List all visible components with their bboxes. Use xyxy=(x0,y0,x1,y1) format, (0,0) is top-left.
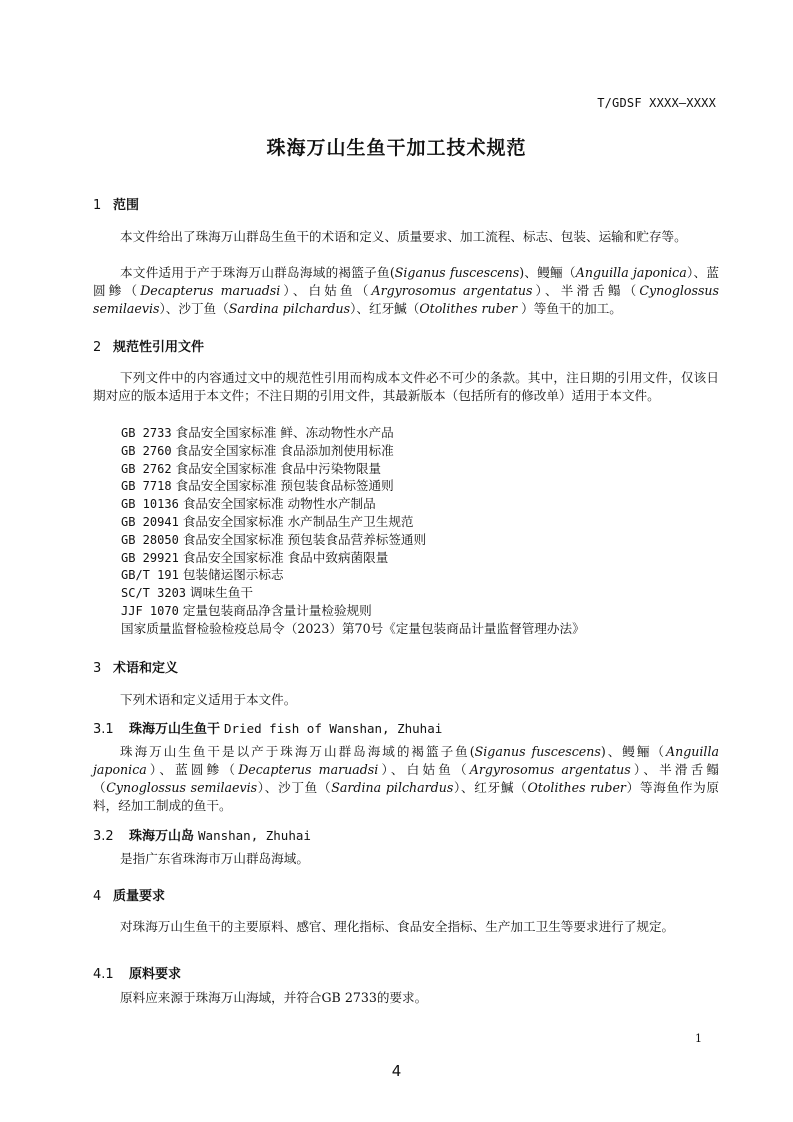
species-name: Siganus fuscescens xyxy=(474,744,601,759)
reference-item: GB 10136 食品安全国家标准 动物性水产制品 xyxy=(121,496,376,512)
species-name: Siganus fuscescens xyxy=(394,265,520,280)
section-number: 1 xyxy=(93,198,102,213)
reference-item: JJF 1070 定量包装商品净含量计量检验规则 xyxy=(121,603,372,618)
term-name: 珠海万山生鱼干 xyxy=(129,722,221,737)
section-title: 质量要求 xyxy=(113,889,166,904)
page-title: 珠海万山生鱼干加工技术规范 xyxy=(266,137,527,159)
species-name: Otolithes ruber xyxy=(527,780,626,795)
species-name: Decapterus maruadsi xyxy=(238,762,379,777)
section-title: 规范性引用文件 xyxy=(113,340,205,355)
section-2-heading xyxy=(93,336,204,355)
term-english: Wanshan, Zhuhai xyxy=(198,828,311,843)
document-number: T/GDSF XXXX—XXXX xyxy=(597,96,716,110)
reference-item: GB 2762 食品安全国家标准 食品中污染物限量 xyxy=(121,460,382,476)
subsection-number: 3.1 xyxy=(93,722,114,737)
species-name: Argyrosomus argentatus xyxy=(469,762,631,777)
species-name: Cynoglossus semilaevis xyxy=(106,780,258,795)
section-4-paragraph-1: 对珠海万山生鱼干的主要原料、感官、理化指标、食品安全指标、生产加工卫生等要求进行了规定。 xyxy=(120,919,675,934)
section-1-heading xyxy=(93,194,139,213)
reference-item: SC/T 3203 调味生鱼干 xyxy=(121,585,254,601)
term-english: Dried fish of Wanshan, Zhuhai xyxy=(224,721,443,736)
reference-item: GB/T 191 包装储运图示标志 xyxy=(121,567,284,583)
reference-item: GB 2733 食品安全国家标准 鲜、冻动物性水产品 xyxy=(121,425,394,440)
species-name: Otolithes ruber xyxy=(419,301,518,316)
subsection-number: 3.2 xyxy=(93,829,114,844)
section-2-paragraph-1: 下列文件中的内容通过文中的规范性引用而构成本文件必不可少的条款。其中，注日期的引用文件，仅该日期对应的版本适用于本文件；不注日期的引用文件，其最新版本（包括所有的修改单）适用于本文件。 xyxy=(93,370,719,403)
section-1-paragraph-1: 本文件给出了珠海万山群岛生鱼干的术语和定义、质量要求、加工流程、标志、包装、运输和贮存等。 xyxy=(120,229,687,244)
subsection-4-1-heading xyxy=(93,963,181,982)
species-name: Argyrosomus argentatus xyxy=(371,283,533,298)
species-name: Cynoglossus semilaevis xyxy=(93,283,719,316)
term-3-2-heading xyxy=(93,825,311,844)
section-4-heading xyxy=(93,885,165,904)
section-number: 4 xyxy=(93,889,102,904)
species-name: Anguilla japonica xyxy=(93,744,719,777)
reference-item: GB 28050 食品安全国家标准 预包装食品营养标签通则 xyxy=(121,531,427,547)
reference-item: GB 2760 食品安全国家标准 食品添加剂使用标准 xyxy=(121,442,394,458)
page-number-large: 4 xyxy=(391,1062,402,1080)
term-3-1-definition: 珠海万山生鱼干是以产于珠海万山群岛海域的褐篮子鱼(Siganus fuscescens)、鳗鲡（Anguilla japonica）、蓝圆鲹（Decapterus maruadsi）、白姑鱼（Argyrosomus argentatus）、半滑舌鳎（Cynoglossus semilaevis）、沙丁鱼（Sardina pilchardus）、红牙鰔（Otolithes ruber）等海鱼作为原料，经加工制成的鱼干。 xyxy=(93,744,720,813)
subsection-number: 4.1 xyxy=(93,967,114,982)
section-3-paragraph-1: 下列术语和定义适用于本文件。 xyxy=(120,692,297,707)
term-name: 珠海万山岛 xyxy=(129,829,195,844)
term-3-2-definition: 是指广东省珠海市万山群岛海域。 xyxy=(120,851,309,866)
species-name: Sardina pilchardus xyxy=(331,780,454,795)
subsection-title: 原料要求 xyxy=(129,967,182,982)
section-3-heading xyxy=(93,657,178,676)
species-name: Anguilla japonica xyxy=(575,265,687,280)
section-number: 3 xyxy=(93,661,102,676)
reference-item: 国家质量监督检验检疫总局令（2023）第70号《定量包装商品计量监督管理办法》 xyxy=(121,620,585,636)
section-title: 术语和定义 xyxy=(113,661,179,676)
reference-item: GB 29921 食品安全国家标准 食品中致病菌限量 xyxy=(121,549,389,565)
species-name: Sardina pilchardus xyxy=(228,301,351,316)
subsection-4-1-paragraph: 原料应来源于珠海万山海域，并符合GB 2733的要求。 xyxy=(120,990,428,1005)
reference-item: GB 7718 食品安全国家标准 预包装食品标签通则 xyxy=(121,478,394,494)
reference-item: GB 20941 食品安全国家标准 水产制品生产卫生规范 xyxy=(121,514,414,529)
section-number: 2 xyxy=(93,340,102,355)
term-3-1-heading xyxy=(93,718,442,737)
page-number-small: 1 xyxy=(695,1032,702,1045)
section-title: 范围 xyxy=(113,198,140,213)
section-1-paragraph-2: 本文件适用于产于珠海万山群岛海域的褐篮子鱼(Siganus fuscescens)、鳗鲡（Anguilla japonica）、蓝圆鲹（Decapterus maruadsi）、白姑鱼（Argyrosomus argentatus）、半滑舌鳎（Cynoglossus semilaevis）、沙丁鱼（Sardina pilchardus）、红牙鰔（Otolithes ruber ）等鱼干的加工。 xyxy=(93,265,719,316)
species-name: Decapterus maruadsi xyxy=(140,283,281,298)
